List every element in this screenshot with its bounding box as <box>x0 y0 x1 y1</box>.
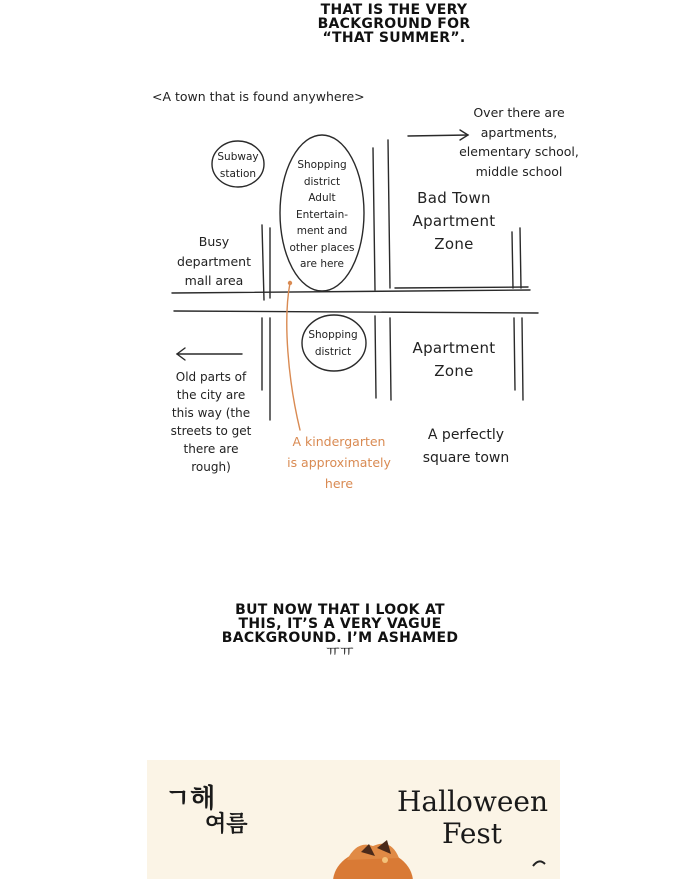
label-line: streets to get <box>170 424 252 438</box>
label-line: other places <box>289 241 355 254</box>
caption-top-line: “THAT SUMMER”. <box>322 30 466 46</box>
label-bad-town-zone <box>400 187 508 256</box>
label-apartment-zone <box>400 337 508 383</box>
halloween-line: Halloween <box>397 785 549 818</box>
caption-bottom <box>215 603 465 659</box>
label-line: ment and <box>296 225 348 237</box>
label-line: rough) <box>191 460 231 474</box>
label-line: the city are <box>176 388 246 402</box>
caption-top-line: THAT IS THE VERY <box>320 2 468 18</box>
halloween-line: Fest <box>441 817 503 850</box>
label-line: Busy <box>198 234 230 249</box>
kindergarten-dot <box>288 281 292 285</box>
label-subway-station <box>208 149 268 182</box>
label-line: department <box>177 253 251 269</box>
caption-bottom-line: THIS, IT’S A VERY VAGUE <box>238 616 442 632</box>
label-line: Subway <box>217 151 259 163</box>
korean-title-line: 여름 <box>205 812 248 837</box>
label-shopping-district-top <box>282 157 362 273</box>
caption-bottom-line: ㅠㅠ <box>326 644 354 660</box>
label-line: A perfectly <box>427 427 505 443</box>
next-comic-panel <box>147 760 560 879</box>
caption-bottom-line: BUT NOW THAT I LOOK AT <box>235 602 445 618</box>
label-line: Old parts of <box>175 370 247 384</box>
label-line: here <box>324 476 354 491</box>
label-line: station <box>219 167 257 180</box>
label-line: are here <box>300 258 344 270</box>
label-line: A kindergarten <box>292 434 386 449</box>
kindergarten-pointer-line <box>287 283 300 430</box>
label-line: Zone <box>434 362 474 380</box>
label-line: Zone <box>434 235 474 253</box>
label-kindergarten <box>278 431 400 494</box>
road-vertical <box>262 225 264 300</box>
label-line: Adult <box>308 192 336 204</box>
label-line: Apartment <box>412 212 496 230</box>
label-line: mall area <box>184 273 244 288</box>
label-line: elementary school, <box>459 144 579 159</box>
label-line: Apartment <box>412 339 496 357</box>
caption-top-line: BACKGROUND FOR <box>317 16 471 32</box>
label-line: district <box>303 175 341 188</box>
label-over-there <box>452 103 586 181</box>
label-line: district <box>314 345 352 358</box>
label-line: is approximately <box>287 455 391 470</box>
main-road-bottom <box>174 311 538 313</box>
label-line: Shopping <box>297 159 347 171</box>
label-line: middle school <box>475 163 563 179</box>
label-shopping-district-bottom <box>300 327 366 360</box>
character-illustration <box>147 760 560 879</box>
label-square-town <box>405 424 527 470</box>
label-line: Over there are <box>473 105 565 120</box>
label-line: this way (the <box>171 406 251 420</box>
korean-title-line: ㄱ해 <box>165 784 216 814</box>
label-line: Bad Town <box>417 189 491 207</box>
label-line: there are <box>183 442 239 456</box>
map-title: <A town that is found anywhere> <box>152 89 365 104</box>
label-line: Entertain- <box>295 208 349 221</box>
label-line: square town <box>422 450 510 466</box>
label-line: Shopping <box>308 329 358 341</box>
label-old-parts <box>158 368 264 476</box>
label-busy-mall <box>168 232 260 291</box>
caption-bottom-line: BACKGROUND. I’M ASHAMED <box>221 630 459 646</box>
label-line: apartments, <box>480 124 558 140</box>
